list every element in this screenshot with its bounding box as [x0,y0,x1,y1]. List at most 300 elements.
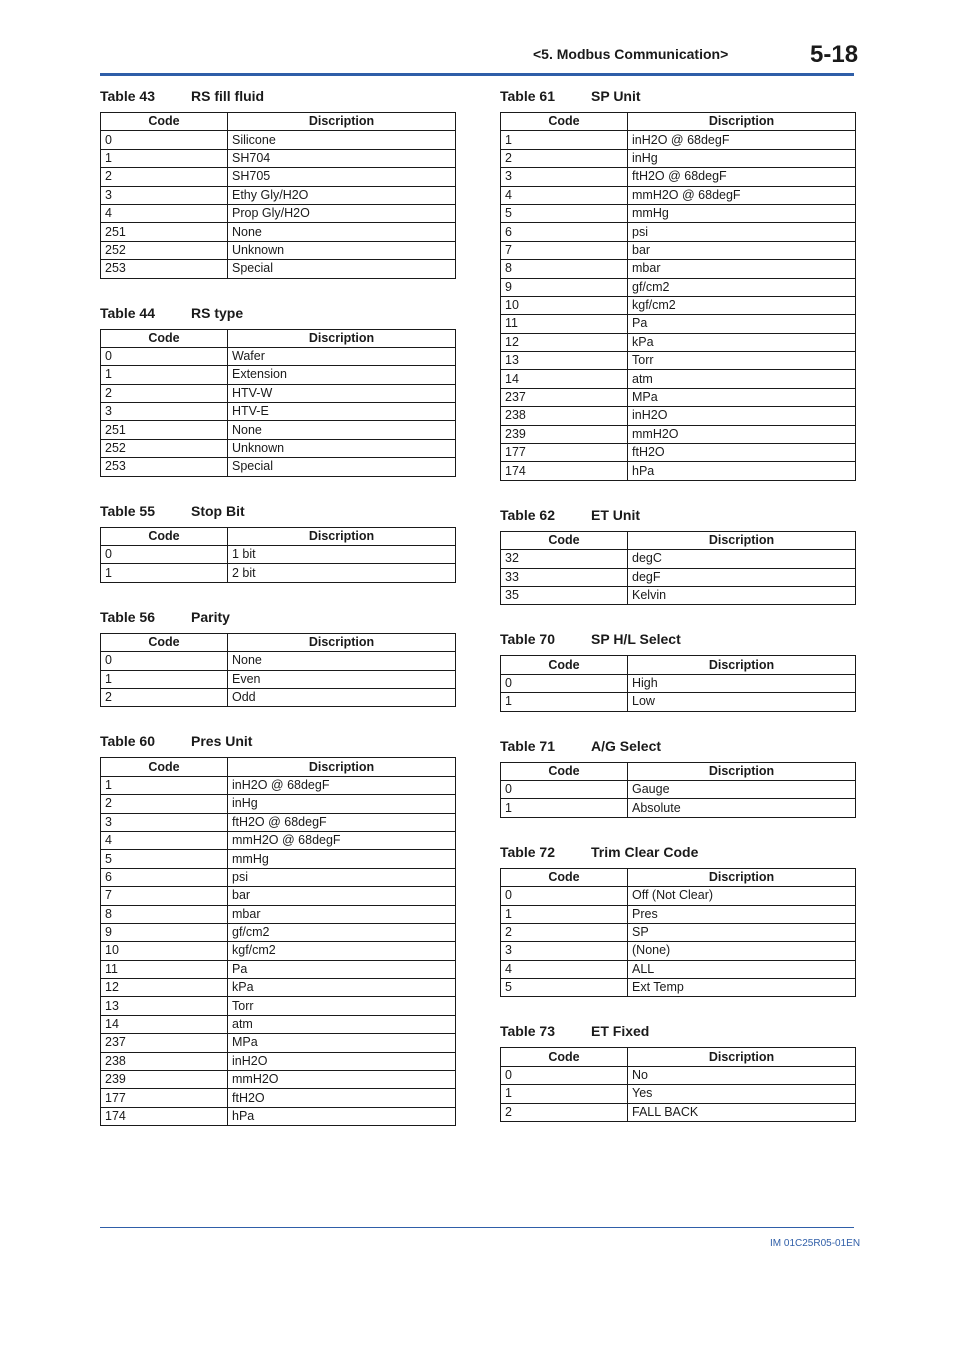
code-table [100,329,456,477]
table-caption [100,88,455,112]
code-cell: 5 [501,204,628,222]
table-row [101,652,456,670]
description-cell: inH2O [228,1052,456,1070]
code-column-header: Code [501,1048,628,1066]
description-cell: Absolute [628,799,856,817]
table-row [101,366,456,384]
table-number: Table 55 [100,502,155,519]
table-title: RS type [191,304,244,321]
code-column-header: Code [501,531,628,549]
code-cell: 253 [101,458,228,476]
code-cell: 251 [101,223,228,241]
table-row [501,168,856,186]
table-row [501,186,856,204]
code-table [500,655,856,711]
description-cell: ftH2O @ 68degF [628,168,856,186]
table-row [101,1089,456,1107]
code-cell: 2 [501,149,628,167]
table-row [501,131,856,149]
description-cell: mbar [628,260,856,278]
table-row [101,670,456,688]
table-row [501,550,856,568]
code-cell: 1 [101,670,228,688]
code-cell: 1 [101,564,228,582]
description-column-header: Discription [628,113,856,131]
description-cell: psi [228,868,456,886]
code-cell: 13 [501,352,628,370]
code-column-header: Code [101,527,228,545]
description-cell: psi [628,223,856,241]
code-cell: 9 [501,278,628,296]
table-row [501,1103,856,1121]
table-row [501,370,856,388]
description-cell: mmH2O @ 68degF [628,186,856,204]
table-row [101,204,456,222]
table-row [501,462,856,480]
table-row [501,241,856,259]
code-column-header: Code [101,633,228,651]
table-row [101,546,456,564]
table-row [101,813,456,831]
code-cell: 7 [101,887,228,905]
table-row [101,850,456,868]
description-column-header: Discription [628,1048,856,1066]
description-cell: High [628,674,856,692]
code-cell: 7 [501,241,628,259]
table-row [501,942,856,960]
code-cell: 1 [501,693,628,711]
description-cell: MPa [628,388,856,406]
description-cell: Gauge [628,780,856,798]
code-column-header: Code [501,113,628,131]
code-cell: 11 [501,315,628,333]
code-cell: 252 [101,241,228,259]
code-cell: 239 [501,425,628,443]
description-cell: None [228,223,456,241]
description-cell: ftH2O [628,444,856,462]
description-cell: mmH2O [628,425,856,443]
table-number: Table 72 [500,843,555,860]
left-column [100,88,455,1126]
table-title: RS fill fluid [191,88,265,104]
header-divider [100,73,854,76]
table-caption [100,609,455,633]
description-cell: Pa [228,960,456,978]
description-column-header: Discription [228,758,456,776]
description-column-header: Discription [628,868,856,886]
table-row [101,776,456,794]
code-cell: 177 [101,1089,228,1107]
code-cell: 2 [101,168,228,186]
description-column-header: Discription [228,113,456,131]
table-title: A/G Select [591,737,662,754]
table-title: Pres Unit [191,733,253,750]
table-row [501,568,856,586]
table-row [101,186,456,204]
table-row [101,223,456,241]
description-cell: hPa [228,1107,456,1125]
description-column-header: Discription [628,762,856,780]
code-cell: 4 [501,960,628,978]
description-cell: Kelvin [628,586,856,604]
code-column-header: Code [101,113,228,131]
code-column-header: Code [501,656,628,674]
description-column-header: Discription [228,633,456,651]
code-cell: 3 [101,813,228,831]
code-cell: 13 [101,997,228,1015]
description-cell: kgf/cm2 [628,296,856,314]
description-cell: inH2O [628,407,856,425]
table-title: Parity [191,608,230,625]
table-number: Table 73 [500,1023,555,1040]
document-id: IM 01C25R05-01EN [770,1238,861,1249]
description-cell: bar [228,887,456,905]
table-row [501,407,856,425]
code-cell: 8 [101,905,228,923]
description-cell: None [228,421,456,439]
table-block [500,631,855,711]
code-table [500,1047,856,1122]
table-row [101,384,456,402]
description-cell: hPa [628,462,856,480]
description-cell: degF [628,568,856,586]
table-title: ET Fixed [591,1023,650,1040]
description-cell: Prop Gly/H2O [228,204,456,222]
table-block [500,507,855,606]
right-column [500,88,855,1122]
code-cell: 1 [501,799,628,817]
description-cell: (None) [628,942,856,960]
table-row [101,421,456,439]
table-row [501,1066,856,1084]
code-cell: 32 [501,550,628,568]
description-cell: kPa [628,333,856,351]
code-table [500,868,856,998]
code-table [100,527,456,583]
table-block [500,88,855,481]
description-cell: SH705 [228,168,456,186]
description-cell: mmH2O @ 68degF [228,831,456,849]
description-cell: inHg [628,149,856,167]
code-column-header: Code [501,762,628,780]
description-cell: 2 bit [228,564,456,582]
code-table [500,762,856,818]
table-row [101,458,456,476]
description-cell: Torr [228,997,456,1015]
table-row [101,168,456,186]
description-cell: ftH2O [228,1089,456,1107]
table-block [100,609,455,708]
code-cell: 0 [101,131,228,149]
table-title: ET Unit [591,506,640,523]
table-caption [500,88,855,112]
table-row [501,260,856,278]
description-cell: mmHg [228,850,456,868]
table-row [501,887,856,905]
code-cell: 237 [501,388,628,406]
code-cell: 252 [101,439,228,457]
description-cell: Torr [628,352,856,370]
table-number: Table 61 [500,88,555,104]
code-cell: 2 [101,688,228,706]
table-row [101,1034,456,1052]
table-row [501,333,856,351]
description-cell: Odd [228,688,456,706]
table-row [101,942,456,960]
description-cell: Silicone [228,131,456,149]
table-row [101,997,456,1015]
code-cell: 3 [101,186,228,204]
table-block [500,844,855,998]
table-row [101,1052,456,1070]
table-row [101,260,456,278]
code-table [500,531,856,606]
code-cell: 1 [501,905,628,923]
table-caption [500,507,855,531]
description-cell: 1 bit [228,546,456,564]
description-cell: SH704 [228,149,456,167]
description-column-header: Discription [228,527,456,545]
table-block [500,1023,855,1122]
code-cell: 253 [101,260,228,278]
code-cell: 4 [101,204,228,222]
description-cell: mmH2O [228,1071,456,1089]
table-row [101,347,456,365]
description-cell: bar [628,241,856,259]
description-cell: Pa [628,315,856,333]
table-caption [500,844,855,868]
table-block [100,733,455,1126]
table-number: Table 62 [500,506,555,523]
code-cell: 2 [101,795,228,813]
page-number: 5-18 [810,41,859,68]
description-column-header: Discription [628,656,856,674]
table-row [101,868,456,886]
table-row [101,403,456,421]
table-block [500,738,855,818]
table-row [101,1107,456,1125]
code-cell: 0 [101,546,228,564]
code-cell: 5 [101,850,228,868]
table-row [101,979,456,997]
description-cell: Low [628,693,856,711]
code-cell: 2 [501,923,628,941]
code-cell: 3 [501,168,628,186]
table-title: Stop Bit [191,502,245,519]
code-table [500,112,856,481]
table-row [501,586,856,604]
description-cell: Yes [628,1085,856,1103]
table-caption [100,503,455,527]
table-caption [500,738,855,762]
table-row [101,960,456,978]
code-cell: 177 [501,444,628,462]
table-row [101,831,456,849]
description-cell: SP [628,923,856,941]
code-cell: 4 [101,831,228,849]
table-row [501,388,856,406]
table-title: Trim Clear Code [591,843,699,860]
code-cell: 0 [501,887,628,905]
table-row [501,979,856,997]
code-cell: 3 [501,942,628,960]
table-row [501,425,856,443]
table-caption [500,631,855,655]
code-cell: 1 [501,1085,628,1103]
table-title: SP Unit [591,88,641,104]
table-row [501,352,856,370]
description-cell: atm [628,370,856,388]
table-row [501,693,856,711]
table-row [501,1085,856,1103]
table-row [101,1015,456,1033]
description-cell: Off (Not Clear) [628,887,856,905]
code-cell: 11 [101,960,228,978]
table-row [501,149,856,167]
code-cell: 0 [101,652,228,670]
description-cell: mmHg [628,204,856,222]
table-number: Table 44 [100,304,155,321]
code-cell: 238 [101,1052,228,1070]
description-cell: degC [628,550,856,568]
table-caption [500,1023,855,1047]
code-cell: 12 [501,333,628,351]
description-cell: ALL [628,960,856,978]
description-column-header: Discription [228,329,456,347]
description-cell: inH2O @ 68degF [628,131,856,149]
table-row [101,564,456,582]
description-cell: FALL BACK [628,1103,856,1121]
code-cell: 1 [101,776,228,794]
description-cell: gf/cm2 [628,278,856,296]
code-cell: 8 [501,260,628,278]
description-cell: Ethy Gly/H2O [228,186,456,204]
table-row [101,905,456,923]
description-cell: kPa [228,979,456,997]
description-cell: mbar [228,905,456,923]
description-cell: kgf/cm2 [228,942,456,960]
code-cell: 6 [501,223,628,241]
code-column-header: Code [101,758,228,776]
table-block [100,305,455,477]
code-cell: 0 [101,347,228,365]
description-cell: Even [228,670,456,688]
code-cell: 251 [101,421,228,439]
code-cell: 33 [501,568,628,586]
code-cell: 9 [101,923,228,941]
table-row [101,241,456,259]
code-cell: 0 [501,1066,628,1084]
description-cell: HTV-E [228,403,456,421]
table-caption [100,305,455,329]
table-number: Table 43 [100,88,155,104]
section-title: <5. Modbus Communication> [533,46,729,62]
description-cell: gf/cm2 [228,923,456,941]
table-row [101,795,456,813]
footer-divider [100,1227,854,1228]
table-title: SP H/L Select [591,631,681,648]
table-row [501,315,856,333]
table-row [501,960,856,978]
table-number: Table 71 [500,737,555,754]
description-cell: None [228,652,456,670]
table-number: Table 56 [100,608,155,625]
code-cell: 2 [501,1103,628,1121]
code-cell: 12 [101,979,228,997]
code-cell: 14 [501,370,628,388]
code-cell: 0 [501,674,628,692]
table-row [101,887,456,905]
description-cell: Special [228,458,456,476]
code-column-header: Code [101,329,228,347]
table-row [501,799,856,817]
table-row [101,439,456,457]
description-cell: Unknown [228,439,456,457]
table-row [501,923,856,941]
description-cell: Wafer [228,347,456,365]
code-cell: 14 [101,1015,228,1033]
description-cell: atm [228,1015,456,1033]
table-row [501,204,856,222]
table-number: Table 60 [100,733,155,750]
code-cell: 6 [101,868,228,886]
description-cell: inHg [228,795,456,813]
code-cell: 238 [501,407,628,425]
description-cell: Pres [628,905,856,923]
table-block [100,88,455,279]
table-row [501,444,856,462]
code-cell: 5 [501,979,628,997]
code-cell: 239 [101,1071,228,1089]
table-row [101,149,456,167]
table-block [100,503,455,583]
table-row [101,131,456,149]
description-cell: inH2O @ 68degF [228,776,456,794]
table-number: Table 70 [500,631,555,648]
code-cell: 1 [101,149,228,167]
table-row [101,923,456,941]
code-cell: 1 [101,366,228,384]
description-cell: MPa [228,1034,456,1052]
table-row [501,674,856,692]
code-cell: 237 [101,1034,228,1052]
description-cell: Ext Temp [628,979,856,997]
code-cell: 4 [501,186,628,204]
description-cell: Special [228,260,456,278]
code-cell: 2 [101,384,228,402]
code-cell: 10 [501,296,628,314]
description-cell: ftH2O @ 68degF [228,813,456,831]
table-row [501,278,856,296]
code-cell: 3 [101,403,228,421]
description-cell: Extension [228,366,456,384]
code-cell: 1 [501,131,628,149]
table-caption [100,733,455,757]
code-table [100,633,456,708]
code-cell: 10 [101,942,228,960]
code-cell: 174 [501,462,628,480]
table-row [501,223,856,241]
table-row [501,296,856,314]
description-cell: HTV-W [228,384,456,402]
code-column-header: Code [501,868,628,886]
table-row [101,688,456,706]
code-cell: 0 [501,780,628,798]
code-table [100,757,456,1126]
code-table [100,112,456,279]
code-cell: 35 [501,586,628,604]
description-cell: Unknown [228,241,456,259]
